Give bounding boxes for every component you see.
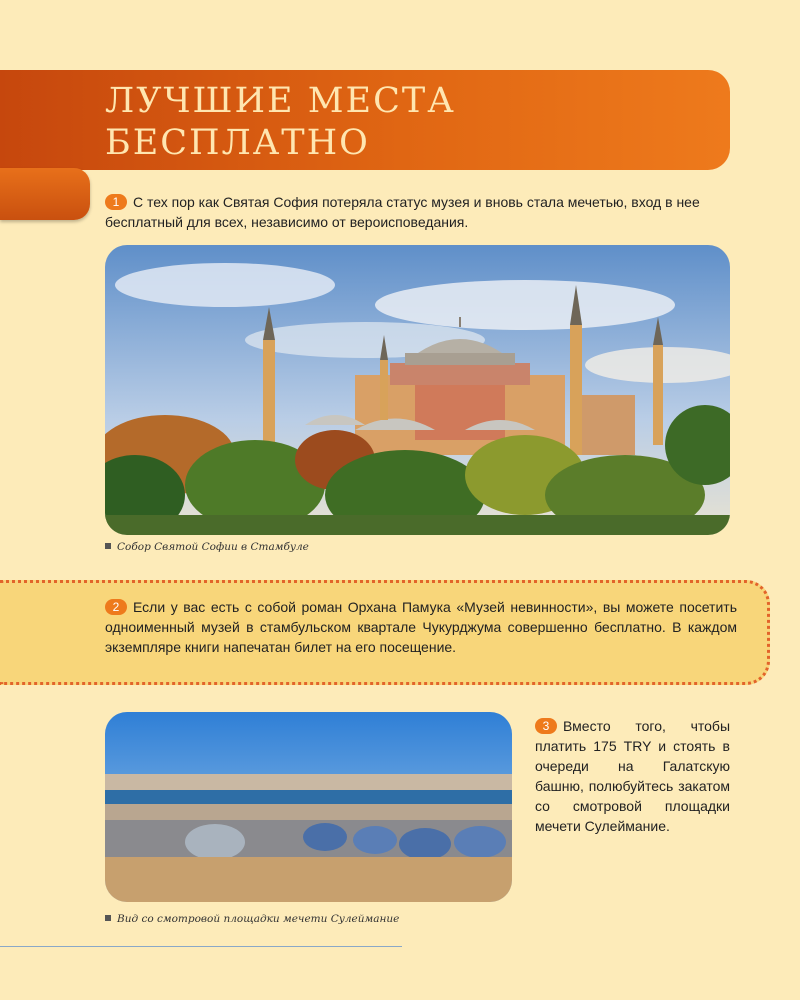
item-3 (535, 716, 730, 836)
photo-caption: Вид со смотровой площадки мечети Сулеймание (105, 913, 399, 925)
item-number-badge: 1 (105, 194, 127, 210)
item-1 (105, 192, 730, 232)
item-text: Если у вас есть с собой роман Орхана Памука «Музей невинности», вы можете посетить одноименный музей в стамбульском квартале Чукурджума совершенно бесплатно. В каждом экземпляре книги напечатан билет на его посещение. (105, 599, 737, 655)
suleymaniye-view-photo (105, 712, 512, 902)
item-number-badge: 3 (535, 718, 557, 734)
hagia-sophia-photo (105, 245, 730, 535)
istanbul-panorama-illustration (105, 712, 512, 902)
item-text: С тех пор как Святая София потеряла статус музея и вновь стала мечетью, вход в нее бесплатный для всех, независимо от вероисповедания. (105, 194, 700, 230)
page-title: ЛУЧШИЕ МЕСТА БЕСПЛАТНО (105, 81, 456, 163)
hagia-sophia-illustration (105, 245, 730, 535)
item-text: Вместо того, чтобы платить 175 TRY и стоять в очереди на Галатскую башню, полюбуйтесь закатом со смотровой площадки мечети Сулеймание. (535, 718, 730, 834)
item-number-badge: 2 (105, 599, 127, 615)
photo-caption: Собор Святой Софии в Стамбуле (105, 541, 309, 553)
footer-rule (0, 946, 402, 947)
orange-tab-marker (0, 168, 90, 220)
item-2 (105, 597, 737, 657)
